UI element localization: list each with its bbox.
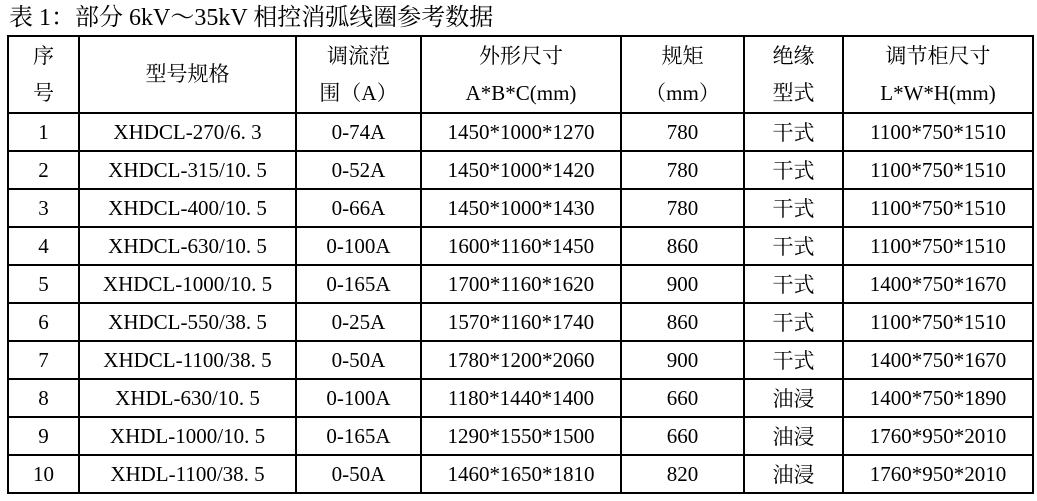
- cell-dimensions: 1570*1160*1740: [421, 303, 621, 341]
- cell-gauge: 820: [621, 455, 744, 493]
- cell-index: 2: [8, 151, 79, 189]
- cell-dimensions: 1600*1160*1450: [421, 227, 621, 265]
- header-row: [8, 36, 1033, 113]
- table-row: [8, 265, 1033, 303]
- cell-index: 6: [8, 303, 79, 341]
- cell-cabinet-size: 1400*750*1670: [843, 265, 1033, 303]
- cell-gauge: 860: [621, 227, 744, 265]
- table-row: [8, 151, 1033, 189]
- cell-insulation: 干式: [744, 265, 843, 303]
- cell-dimensions: 1450*1000*1420: [421, 151, 621, 189]
- cell-gauge: 780: [621, 151, 744, 189]
- cell-insulation: 干式: [744, 227, 843, 265]
- cell-model: XHDL-1100/38. 5: [79, 455, 296, 493]
- cell-dimensions: 1180*1440*1400: [421, 379, 621, 417]
- cell-dimensions: 1700*1160*1620: [421, 265, 621, 303]
- cell-model: XHDCL-270/6. 3: [79, 113, 296, 151]
- header-model: 型号规格: [79, 36, 296, 113]
- table-row: [8, 417, 1033, 455]
- cell-insulation: 干式: [744, 303, 843, 341]
- table-row: [8, 341, 1033, 379]
- cell-current-range: 0-100A: [296, 227, 421, 265]
- cell-model: XHDCL-550/38. 5: [79, 303, 296, 341]
- cell-index: 9: [8, 417, 79, 455]
- cell-current-range: 0-52A: [296, 151, 421, 189]
- cell-index: 5: [8, 265, 79, 303]
- table-row: [8, 113, 1033, 151]
- header-gauge: 规矩 （mm）: [621, 36, 744, 113]
- cell-cabinet-size: 1100*750*1510: [843, 189, 1033, 227]
- cell-current-range: 0-50A: [296, 455, 421, 493]
- cell-insulation: 干式: [744, 113, 843, 151]
- cell-gauge: 900: [621, 341, 744, 379]
- cell-current-range: 0-50A: [296, 341, 421, 379]
- cell-index: 4: [8, 227, 79, 265]
- cell-model: XHDCL-400/10. 5: [79, 189, 296, 227]
- cell-gauge: 780: [621, 113, 744, 151]
- cell-gauge: 660: [621, 417, 744, 455]
- cell-current-range: 0-74A: [296, 113, 421, 151]
- cell-gauge: 900: [621, 265, 744, 303]
- cell-index: 10: [8, 455, 79, 493]
- cell-insulation: 油浸: [744, 455, 843, 493]
- header-cabinet-size: 调节柜尺寸 L*W*H(mm): [843, 36, 1033, 113]
- header-insulation: 绝缘 型式: [744, 36, 843, 113]
- header-current-range: 调流范 围（A）: [296, 36, 421, 113]
- table-row: [8, 303, 1033, 341]
- table-row: [8, 455, 1033, 493]
- header-index: 序 号: [8, 36, 79, 113]
- cell-dimensions: 1450*1000*1270: [421, 113, 621, 151]
- cell-cabinet-size: 1100*750*1510: [843, 227, 1033, 265]
- table-row: [8, 227, 1033, 265]
- cell-model: XHDCL-315/10. 5: [79, 151, 296, 189]
- cell-current-range: 0-66A: [296, 189, 421, 227]
- cell-cabinet-size: 1400*750*1670: [843, 341, 1033, 379]
- cell-insulation: 干式: [744, 341, 843, 379]
- cell-model: XHDCL-1000/10. 5: [79, 265, 296, 303]
- cell-gauge: 780: [621, 189, 744, 227]
- page-title: 表 1：部分 6kV～35kV 相控消弧线圈参考数据: [9, 5, 494, 31]
- cell-model: XHDCL-630/10. 5: [79, 227, 296, 265]
- cell-index: 8: [8, 379, 79, 417]
- cell-model: XHDL-1000/10. 5: [79, 417, 296, 455]
- cell-dimensions: 1450*1000*1430: [421, 189, 621, 227]
- cell-insulation: 干式: [744, 151, 843, 189]
- cell-cabinet-size: 1400*750*1890: [843, 379, 1033, 417]
- cell-cabinet-size: 1100*750*1510: [843, 113, 1033, 151]
- cell-insulation: 油浸: [744, 379, 843, 417]
- cell-dimensions: 1290*1550*1500: [421, 417, 621, 455]
- cell-current-range: 0-100A: [296, 379, 421, 417]
- cell-model: XHDCL-1100/38. 5: [79, 341, 296, 379]
- cell-current-range: 0-165A: [296, 417, 421, 455]
- cell-index: 3: [8, 189, 79, 227]
- cell-gauge: 660: [621, 379, 744, 417]
- table-body: [8, 113, 1033, 493]
- cell-cabinet-size: 1760*950*2010: [843, 417, 1033, 455]
- cell-insulation: 油浸: [744, 417, 843, 455]
- cell-insulation: 干式: [744, 189, 843, 227]
- header-dimensions: 外形尺寸 A*B*C(mm): [421, 36, 621, 113]
- cell-index: 1: [8, 113, 79, 151]
- cell-cabinet-size: 1100*750*1510: [843, 151, 1033, 189]
- cell-cabinet-size: 1100*750*1510: [843, 303, 1033, 341]
- table-row: [8, 379, 1033, 417]
- cell-dimensions: 1460*1650*1810: [421, 455, 621, 493]
- cell-model: XHDL-630/10. 5: [79, 379, 296, 417]
- cell-index: 7: [8, 341, 79, 379]
- cell-current-range: 0-25A: [296, 303, 421, 341]
- cell-cabinet-size: 1760*950*2010: [843, 455, 1033, 493]
- cell-current-range: 0-165A: [296, 265, 421, 303]
- table-header: [8, 36, 1033, 113]
- table-row: [8, 189, 1033, 227]
- cell-gauge: 860: [621, 303, 744, 341]
- cell-dimensions: 1780*1200*2060: [421, 341, 621, 379]
- reference-table: [7, 35, 1034, 494]
